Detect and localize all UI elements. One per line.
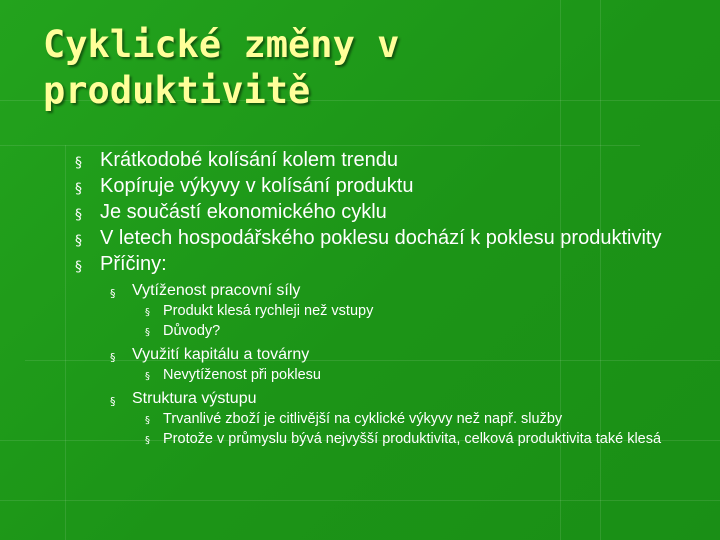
- sub-bullet-item: [75, 281, 705, 300]
- bullet-icon: §: [110, 395, 116, 408]
- sub-sub-bullet-item: [75, 431, 705, 447]
- decor-line: [0, 500, 720, 501]
- bullet-text: Krátkodobé kolísání kolem trendu: [100, 149, 398, 171]
- bullet-item: [75, 254, 705, 275]
- sub-sub-bullet-text: Nevytíženost při poklesu: [163, 367, 321, 383]
- slide-title: Cyklické změny v produktivitě: [43, 23, 400, 112]
- bullet-item: [75, 202, 705, 223]
- sub-sub-bullet-text: Trvanlivé zboží je citlivější na cyklické výkyvy než např. služby: [163, 411, 563, 427]
- bullet-icon: §: [145, 307, 150, 318]
- bullet-icon: §: [75, 259, 82, 275]
- bullet-text: Příčiny:: [100, 253, 167, 275]
- bullet-icon: §: [145, 371, 150, 382]
- sub-bullet-item: [75, 389, 705, 408]
- bullet-icon: §: [145, 327, 150, 338]
- sub-sub-bullet-item: [75, 367, 705, 383]
- bullet-icon: §: [110, 287, 116, 300]
- bullet-icon: §: [75, 207, 82, 223]
- bullet-icon: §: [145, 435, 150, 446]
- sub-bullet-text: Využití kapitálu a továrny: [132, 346, 310, 363]
- bullet-text: V letech hospodářského poklesu dochází k poklesu produktivity: [100, 227, 662, 249]
- decor-line: [0, 145, 640, 146]
- bullet-text: Kopíruje výkyvy v kolísání produktu: [100, 175, 414, 197]
- sub-sub-bullet-item: [75, 411, 705, 427]
- sub-bullet-text: Vytíženost pracovní síly: [132, 282, 301, 299]
- sub-sub-bullet-text: Protože v průmyslu bývá nejvyšší produktivita, celková produktivita také klesá: [163, 431, 662, 447]
- bullet-item: [75, 228, 705, 249]
- bullet-item: [75, 176, 705, 197]
- slide-content: [75, 150, 705, 451]
- bullet-icon: §: [75, 181, 82, 197]
- bullet-item: [75, 150, 705, 171]
- bullet-icon: §: [75, 233, 82, 249]
- bullet-text: Je součástí ekonomického cyklu: [100, 201, 387, 223]
- sub-sub-bullet-text: Důvody?: [163, 323, 221, 339]
- bullet-icon: §: [110, 351, 116, 364]
- decor-line: [65, 145, 66, 540]
- sub-sub-bullet-item: [75, 323, 705, 339]
- bullet-icon: §: [145, 415, 150, 426]
- sub-sub-bullet-item: [75, 303, 705, 319]
- sub-bullet-item: [75, 345, 705, 364]
- sub-bullet-text: Struktura výstupu: [132, 390, 257, 407]
- sub-sub-bullet-text: Produkt klesá rychleji než vstupy: [163, 303, 374, 319]
- bullet-icon: §: [75, 155, 82, 171]
